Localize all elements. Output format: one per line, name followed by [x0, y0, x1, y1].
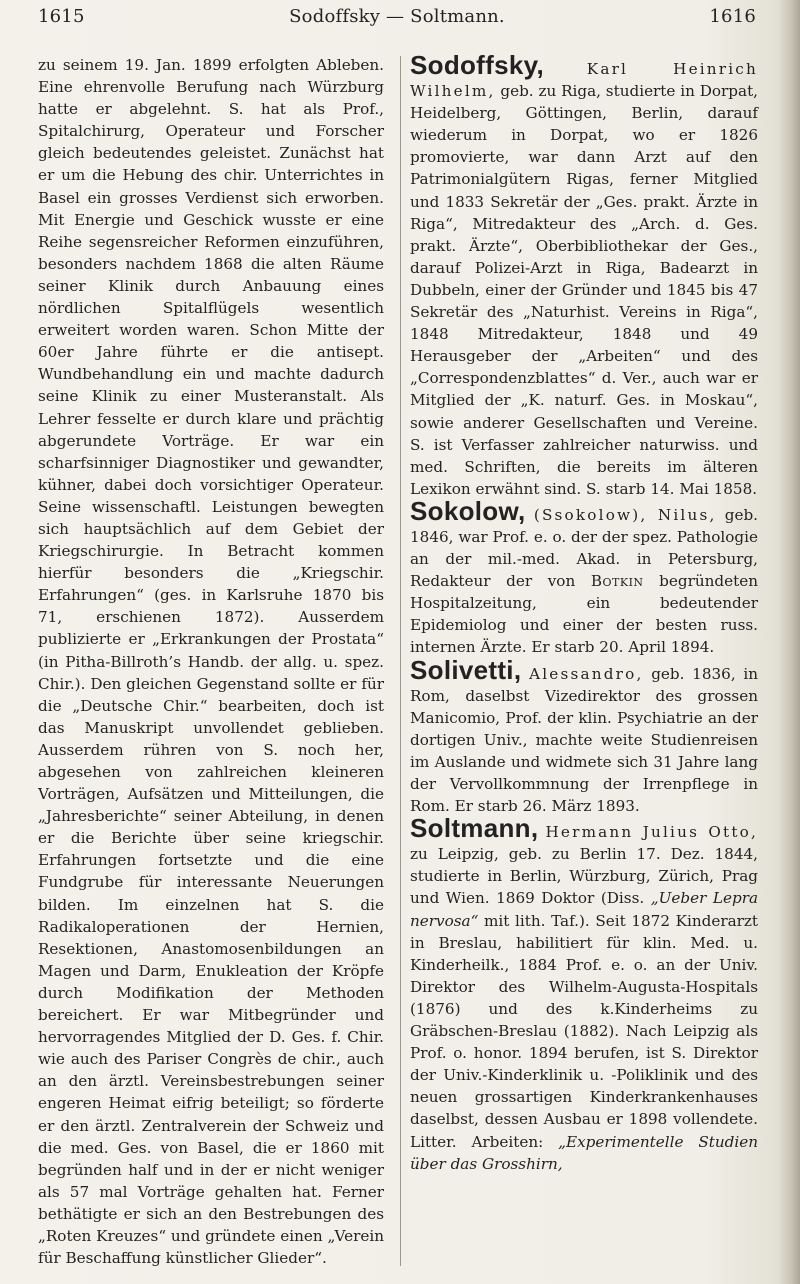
entry-sokolow: [410, 495, 759, 659]
title-lepra-nervosa: „Ueber Lepra nervosa“: [410, 889, 759, 930]
running-header: [38, 6, 756, 34]
column-divider: [400, 56, 401, 1266]
smallcaps-botkin: Botkin: [590, 572, 644, 591]
names-sodoffsky: Karl Heinrich Wilhelm,: [410, 60, 758, 101]
headword-sodoffsky: Sodoffsky,: [410, 50, 544, 80]
names-solivetti: Alessandro,: [529, 664, 644, 683]
entry-soltmann: [410, 813, 759, 1175]
headword-sokolow: Sokolow,: [410, 495, 526, 526]
text-soltmann-1: zu Leipzig, geb. zu Berlin 17. Dez. 1844, studierte in Berlin, Würzburg, Zürich, Prag und Wien. 1869 Doktor (Diss.: [410, 845, 758, 908]
text-sokolow-2: begründeten Hospitalzeitung, ein bedeutender Epidemiolog und einer der besten russ. internen Ärzte. Er starb 20. April 1894.: [410, 572, 759, 657]
right-page-number: 1616: [709, 6, 756, 27]
text-sokolow-1: geb. 1846, war Prof. e. o. der der spez. Pathologie an der mil.-med. Akad. in Petersburg, Redakteur der von: [410, 505, 758, 591]
running-title: Sodoffsky — Soltmann.: [289, 6, 505, 27]
entry-solivetti: [410, 654, 758, 818]
title-experimentelle-studien: „Experimentelle Studien über das Grosshirn,: [410, 1132, 759, 1173]
left-page-number: 1615: [38, 6, 85, 27]
names-sokolow: (Ssokolow), Nilus,: [533, 505, 717, 524]
headword-soltmann: Soltmann,: [410, 813, 539, 844]
headword-solivetti: Solivetti,: [410, 654, 522, 685]
names-soltmann: Hermann Julius Otto,: [545, 823, 758, 842]
right-column: [410, 50, 759, 1175]
left-column: [38, 54, 384, 1269]
billroth-continuation-text: zu seinem 19. Jan. 1899 erfolgten Ableben. Eine ehrenvolle Berufung nach Würzburg hatte er abgelehnt. S. hat als Prof., Spitalchirurg, Operateur und Forscher gleich bedeutendes geleistet. Zunächst hat er um die Hebung des chir. Unterrichtes in Basel ein grosses Verdienst sich erworben. Mit Energie und Geschick wusste er eine Reihe segensreicher Reformen einzuführen, besonders nachdem 1868 die alten Räume seiner Klinik durch Anbauung eines nördlichen Spitalflügels wesentlich erweitert worden waren. Schon Mitte der 60er Jahre führte er die antisept. Wundbehandlung ein und machte dadurch seine Klinik zu einer Musteranstalt. Als Lehrer fesselte er durch klare und prächtig abgerundete Vorträge. Er war ein scharfsinniger Diagnostiker und gewandter, kühner, dabei doch vorsichtiger Operateur. Seine wissenschaftl. Leistungen bewegten sich hauptsächlich auf dem Gebiet der Kriegschirurgie. In Betracht kommen hierfür besonders die „Kriegschir. Erfahrungen“ (ges. in Karlsruhe 1870 bis 71, erschienen 1872). Ausserdem publizierte er „Erkrankungen der Prostata“ (in Pitha-Billroth’s Handb. der allg. u. spez. Chir.). Den gleichen Gegenstand sollte er für die „Deutsche Chir.“ bearbeiten, doch ist das Manuskript unvollendet geblieben. Ausserdem rühren von S. noch her, abgesehen von zahlreichen kleineren Vorträgen, Aufsätzen und Mitteilungen, die „Jahresberichte“ seiner Abteilung, in denen er die Berichte über seine kriegschir. Erfahrungen fortsetzte und die eine Fundgrube für interessante Neuerungen bilden. Im einzelnen hat S. die Radikaloperationen der Hernien, Resektionen, Anastomosenbildungen an Magen und Darm, Enukleation der Kröpfe durch Modifikation der Methoden bereichert. Er war Mitbegründer und hervorragendes Mitglied der D. Ges. f. Chir. wie auch des Pariser Congrès de chir., auch an den ärztl. Vereinsbestrebungen seiner engeren Heimat eifrig beteiligt; so förderte er den ärztl. Zentralverein der Schweiz und die med. Ges. von Basel, die er 1860 mit begründen half und in der er nicht weniger als 57 mal Vorträge gehalten hat. Ferner bethätigte er sich an den Bestrebungen des „Roten Kreuzes“ und gründete einen „Verein für Beschaffung künstlicher Glieder“.: [38, 56, 384, 1268]
text-soltmann-2: mit lith. Taf.). Seit 1872 Kinderarzt in Breslau, habilitiert für klin. Med. u. Kinderheilk., 1884 Prof. e. o. an der Univ. Direktor des Wilhelm-Augusta-Hospitals (1876) und des k.Kinderheims zu Gräbschen-Breslau (1882). Nach Leipzig als Prof. o. honor. 1894 berufen, ist S. Direktor der Univ.-Kinderklinik u. -Poliklinik und des neuen grossartigen Kinderkrankenhauses daselbst, dessen Ausbau er 1898 vollendete. Litter. Arbeiten:: [410, 911, 758, 1151]
entry-sodoffsky: [410, 50, 759, 500]
text-sodoffsky: geb. zu Riga, studierte in Dorpat, Heidelberg, Göttingen, Berlin, darauf wiederum in Dorpat, wo er 1826 promovierte, war dann Arzt auf den Patrimonialgütern Rigas, ferner Mitglied und 1833 Sekretär der „Ges. prakt. Ärzte in Riga“, Mitredakteur des „Arch. d. Ges. prakt. Ärzte“, Oberbibliothekar der Ges., darauf Polizei-Arzt in Riga, Badearzt in Dubbeln, einer der Gründer und 1845 bis 47 Sekretär des „Naturhist. Vereins in Riga“, 1848 Mitredakteur, 1848 und 49 Herausgeber der „Arbeiten“ und des „Correspondenzblattes“ d. Ver., auch war er Mitglied der „K. naturf. Ges. in Moskau“, sowie anderer Gesellschaften und Vereine. S. ist Verfasser zahlreicher naturwiss. und med. Schriften, die bereits im älteren Lexikon erwähnt sind. S. starb 14. Mai 1858.: [410, 82, 759, 498]
page-edge-shadow: [778, 0, 800, 1284]
text-solivetti: geb. 1836, in Rom, daselbst Vizedirektor des grossen Manicomio, Prof. der klin. Psychiatrie an der dortigen Univ., machte weite Studienreisen im Auslande und widmete sich 31 Jahre lang der Vervollkommnung der Irrenpflege in Rom. Er starb 26. März 1893.: [410, 664, 758, 816]
